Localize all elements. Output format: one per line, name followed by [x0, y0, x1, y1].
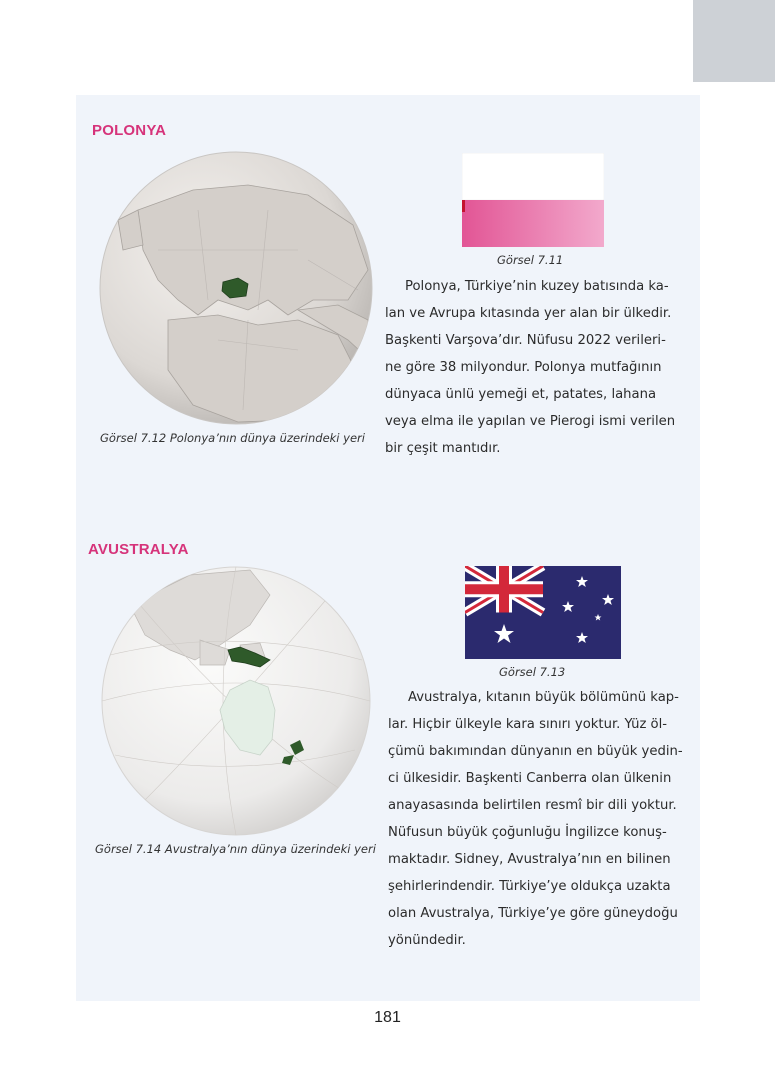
- paragraph-line: Avustralya, kıtanın büyük bölümünü kap-: [408, 690, 679, 705]
- paragraph-line: maktadır. Sidney, Avustralya’nın en bilinen: [388, 852, 671, 867]
- australia-flag-image: [465, 566, 621, 659]
- paragraph-line: Nüfusun büyük çoğunluğu İngilizce konuş-: [388, 825, 667, 840]
- paragraph-line: anayasasında belirtilen resmî bir dili yoktur.: [388, 798, 677, 813]
- paragraph-line: olan Avustralya, Türkiye’ye göre güneydoğu: [388, 906, 678, 921]
- paragraph-line: dünyaca ünlü yemeği et, patates, lahana: [385, 387, 657, 402]
- poland-globe-image: [98, 150, 374, 426]
- australia-paragraph: [388, 690, 684, 960]
- page-number: 181: [374, 1009, 401, 1026]
- australia-globe-caption: Görsel 7.14 Avustralya’nın dünya üzerindeki yeri: [95, 842, 376, 856]
- poland-paragraph: [385, 279, 681, 469]
- paragraph-line: yönündedir.: [388, 933, 466, 948]
- poland-globe-caption: Görsel 7.12 Polonya’nın dünya üzerindeki yeri: [100, 431, 365, 445]
- paragraph-line: bir çeşit mantıdır.: [385, 441, 501, 456]
- paragraph-line: ne göre 38 milyondur. Polonya mutfağının: [385, 360, 662, 375]
- poland-flag-image: [462, 153, 604, 247]
- section-heading-australia: AVUSTRALYA: [88, 541, 189, 558]
- paragraph-line: Başkenti Varşova’dır. Nüfusu 2022 verileri-: [385, 333, 666, 348]
- australia-globe-image: [100, 565, 372, 837]
- paragraph-line: Polonya, Türkiye’nin kuzey batısında ka-: [405, 279, 669, 294]
- paragraph-line: lar. Hiçbir ülkeyle kara sınırı yoktur. Yüz öl-: [388, 717, 668, 732]
- paragraph-line: şehirlerindendir. Türkiye’ye oldukça uzakta: [388, 879, 671, 894]
- paragraph-line: lan ve Avrupa kıtasında yer alan bir ülkedir.: [385, 306, 672, 321]
- poland-flag-caption: Görsel 7.11: [497, 253, 564, 267]
- paragraph-line: ci ülkesidir. Başkenti Canberra olan ülkenin: [388, 771, 672, 786]
- paragraph-line: çümü bakımından dünyanın en büyük yedin-: [388, 744, 683, 759]
- australia-flag-caption: Görsel 7.13: [499, 665, 566, 679]
- paragraph-line: veya elma ile yapılan ve Pierogi ismi verilen: [385, 414, 676, 429]
- section-heading-poland: POLONYA: [92, 122, 167, 139]
- corner-tab: [693, 0, 775, 82]
